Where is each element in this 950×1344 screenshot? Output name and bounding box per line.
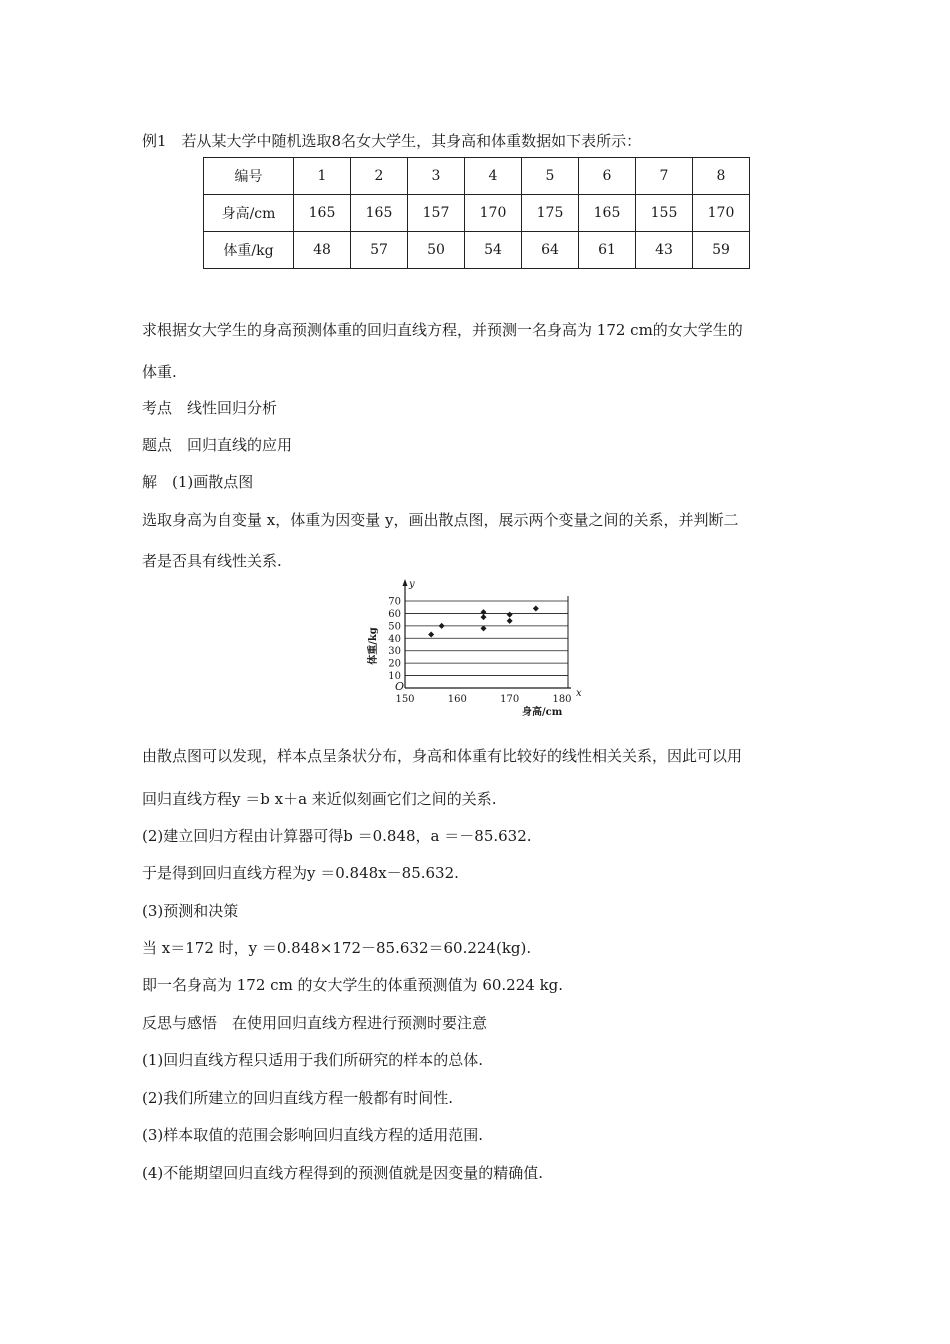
question-text: 求根据女大学生的身高预测体重的回归直线方程，并预测一名身高为 172 cm的女大学生的 — [142, 321, 743, 339]
origin-label: O — [395, 680, 405, 693]
x-tick-label: 160 — [447, 694, 467, 705]
y-tick-label: 70 — [388, 596, 401, 608]
table-cell: 57 — [351, 232, 408, 269]
variable-selection: 选取身高为自变量 x，体重为因变量 y，画出散点图，展示两个变量之间的关系，并判断二 — [142, 511, 739, 529]
table-cell: 59 — [693, 232, 750, 269]
grid-lines — [405, 601, 568, 676]
x-tick-labels — [395, 694, 571, 705]
y-axis-title: 体重/kg — [368, 627, 379, 665]
x-axis-title: 身高/cm — [522, 707, 563, 718]
table-cell: 1 — [294, 158, 351, 195]
x-tick-label: 180 — [552, 694, 572, 705]
y-tick-label: 50 — [388, 621, 401, 633]
table-cell: 165 — [294, 195, 351, 232]
solution-step1: 解 (1)画散点图 — [142, 473, 254, 491]
table-cell: 175 — [522, 195, 579, 232]
question-text-cont: 体重. — [142, 363, 177, 381]
scatter-point — [428, 632, 434, 638]
table-cell: 170 — [465, 195, 522, 232]
table-cell: 6 — [579, 158, 636, 195]
table-cell: 7 — [636, 158, 693, 195]
row-header-id: 编号 — [204, 158, 294, 195]
table-cell: 157 — [408, 195, 465, 232]
row-header-weight: 体重/kg — [204, 232, 294, 269]
table-cell: 64 — [522, 232, 579, 269]
y-tick-label: 10 — [388, 671, 401, 683]
prediction-conclusion: 即一名身高为 172 cm 的女大学生的体重预测值为 60.224 kg. — [142, 976, 564, 994]
table-row — [204, 158, 750, 195]
table-cell: 170 — [693, 195, 750, 232]
note-item: (3)样本取值的范围会影响回归直线方程的适用范围. — [142, 1126, 484, 1144]
table-row — [204, 195, 750, 232]
scatter-point — [533, 605, 539, 611]
data-points — [428, 605, 539, 637]
x-tick-label: 170 — [500, 694, 520, 705]
y-tick-label: 30 — [388, 646, 401, 658]
tidian-label: 题点 回归直线的应用 — [142, 436, 293, 454]
table-cell: 165 — [351, 195, 408, 232]
y-axis-letter: y — [409, 579, 415, 590]
table-cell: 54 — [465, 232, 522, 269]
prediction-calc: 当 x＝172 时，y ＝0.848×172－85.632＝60.224(kg). — [142, 939, 532, 957]
y-tick-labels — [388, 597, 401, 683]
note-item: (1)回归直线方程只适用于我们所研究的样本的总体. — [142, 1051, 484, 1069]
step3-heading: (3)预测和决策 — [142, 902, 239, 920]
scatter-point — [507, 612, 513, 618]
y-tick-label: 60 — [388, 608, 401, 620]
table-cell: 5 — [522, 158, 579, 195]
y-axis-arrow-icon — [403, 579, 408, 586]
step2-text: (2)建立回归方程由计算器可得b ＝0.848，a ＝－85.632. — [142, 827, 532, 845]
scatter-plot — [355, 578, 595, 718]
table-cell: 155 — [636, 195, 693, 232]
scatter-point — [481, 609, 487, 615]
data-table — [203, 157, 750, 269]
note-item: (4)不能期望回归直线方程得到的预测值就是因变量的精确值. — [142, 1164, 544, 1182]
table-cell: 8 — [693, 158, 750, 195]
y-tick-label: 40 — [388, 633, 401, 645]
table-row — [204, 232, 750, 269]
table-cell: 43 — [636, 232, 693, 269]
table-cell: 2 — [351, 158, 408, 195]
analysis-text-cont: 回归直线方程y ＝b x＋a 来近似刻画它们之间的关系. — [142, 790, 497, 808]
table-cell: 50 — [408, 232, 465, 269]
table-cell: 48 — [294, 232, 351, 269]
table-cell: 4 — [465, 158, 522, 195]
regression-equation: 于是得到回归直线方程为y ＝0.848x－85.632. — [142, 864, 459, 882]
scatter-point — [507, 618, 513, 624]
y-tick-label: 20 — [388, 658, 401, 670]
row-header-height: 身高/cm — [204, 195, 294, 232]
analysis-text: 由散点图可以发现，样本点呈条状分布，身高和体重有比较好的线性相关关系，因此可以用 — [142, 747, 743, 765]
example-intro: 例1 若从某大学中随机选取8名女大学生，其身高和体重数据如下表所示： — [142, 132, 642, 150]
x-axis-letter: x — [576, 688, 582, 699]
table-cell: 165 — [579, 195, 636, 232]
table-cell: 3 — [408, 158, 465, 195]
table-cell: 61 — [579, 232, 636, 269]
variable-selection-cont: 者是否具有线性关系. — [142, 552, 282, 570]
reflection-heading: 反思与感悟 在使用回归直线方程进行预测时要注意 — [142, 1014, 488, 1032]
x-tick-label: 150 — [395, 694, 415, 705]
kaodian-label: 考点 线性回归分析 — [142, 399, 278, 417]
note-item: (2)我们所建立的回归直线方程一般都有时间性. — [142, 1089, 454, 1107]
scatter-point — [439, 623, 445, 629]
